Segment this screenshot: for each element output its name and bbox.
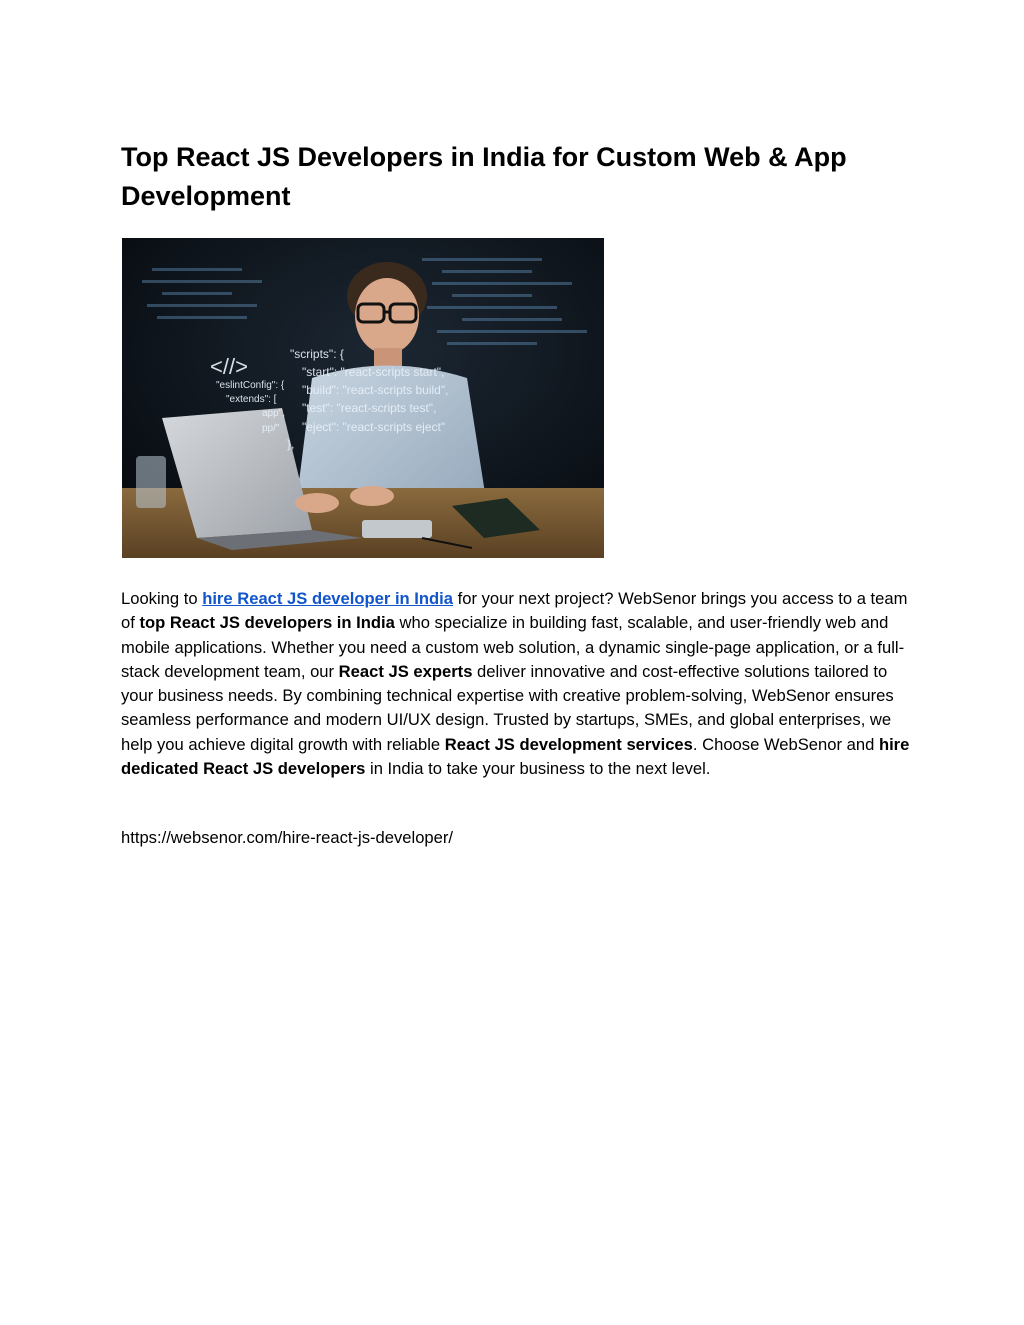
code-overlay-line: pp/" bbox=[262, 423, 280, 434]
paragraph-text: in India to take your business to the next level. bbox=[365, 759, 711, 779]
paragraph-text: for your next project? WebSenor brings you access to a team of bbox=[121, 589, 908, 633]
hero-image bbox=[122, 238, 604, 558]
code-overlay-line: "scripts": { bbox=[290, 347, 344, 361]
intro-paragraph bbox=[121, 587, 911, 781]
developer-photo bbox=[122, 238, 604, 558]
paragraph-text: Looking to bbox=[121, 589, 203, 608]
bold-phrase: hire dedicated React JS developers bbox=[121, 734, 910, 779]
code-overlay-line: "extends": [ bbox=[226, 394, 277, 405]
code-overlay-line: app", bbox=[262, 408, 286, 419]
paragraph-text: who specialize in building fast, scalable, and user-friendly web and mobile applications. Whether you need a custom web solution, a dynamic single-page application, or a full-stack development team, our bbox=[121, 613, 905, 681]
code-overlay-line: "eject": "react-scripts eject" bbox=[302, 420, 446, 434]
code-overlay-line: <//> bbox=[210, 354, 248, 379]
code-overlay-line: "build": "react-scripts build", bbox=[302, 383, 449, 397]
hire-react-developer-link[interactable]: hire React JS developer in India bbox=[202, 589, 454, 608]
bold-phrase: React JS experts bbox=[338, 661, 473, 681]
bold-phrase: React JS development services bbox=[444, 734, 693, 754]
bold-phrase: top React JS developers in India bbox=[139, 613, 395, 633]
code-overlay-line: }, bbox=[287, 437, 295, 451]
page-title: Top React JS Developers in India for Custom Web & App Development bbox=[121, 142, 847, 211]
paragraph-text: deliver innovative and cost-effective solutions tailored to your business needs. By combining technical expertise with creative problem-solving, WebSenor ensures seamless performance and modern UI/UX design. Trusted by startups, SMEs, and global enterprises, we help you achieve digital growth with reliable bbox=[121, 661, 894, 754]
code-overlay-line: "eslintConfig": { bbox=[216, 380, 285, 391]
code-overlay-line: "start": "react-scripts start", bbox=[302, 365, 445, 379]
paragraph-text: . Choose WebSenor and bbox=[692, 734, 879, 754]
source-url: https://websenor.com/hire-react-js-developer/ bbox=[121, 828, 454, 847]
code-overlay-line: "test": "react-scripts test", bbox=[302, 401, 437, 415]
